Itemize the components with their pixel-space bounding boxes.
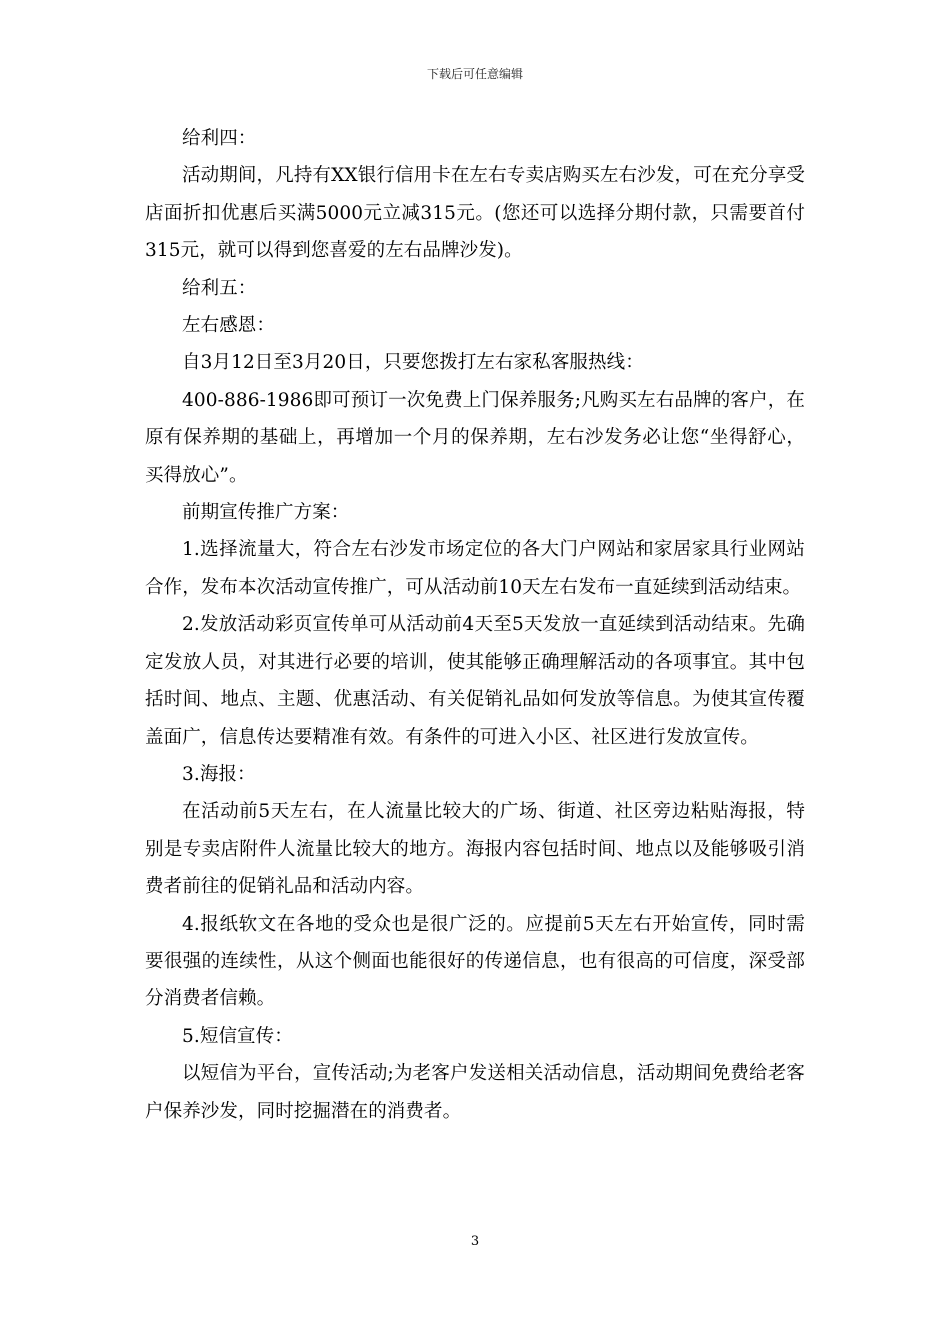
page-header: 下载后可任意编辑 bbox=[426, 67, 523, 81]
page-number: 3 bbox=[470, 1234, 480, 1249]
paragraph: 自3月12日至3月20日，只要您拨打左右家私客服热线： bbox=[182, 352, 644, 374]
paragraph: 左右感恩： bbox=[182, 315, 276, 337]
paragraph: 5.短信宣传： bbox=[182, 1025, 293, 1047]
paragraph: 1.选择流量大，符合左右沙发市场定位的各大门户网站和家居家具行业网站合作，发布本次活动宣传推广，可从活动前10天左右发布一直延续到活动结束。 bbox=[145, 539, 805, 598]
paragraph: 4.报纸软文在各地的受众也是很广泛的。应提前5天左右开始宣传，同时需要很强的连续性，从这个侧面也能很好的传递信息，也有很高的可信度，深受部分消费者信赖。 bbox=[145, 913, 805, 1010]
paragraph: 在活动前5天左右，在人流量比较大的广场、街道、社区旁边粘贴海报，特别是专卖店附件人流量比较大的地方。海报内容包括时间、地点以及能够吸引消费者前往的促销礼品和活动内容。 bbox=[145, 801, 805, 898]
paragraph: 以短信为平台，宣传活动;为老客户发送相关活动信息，活动期间免费给老客户保养沙发，同时挖掘潜在的消费者。 bbox=[145, 1063, 805, 1122]
paragraph: 400-886-1986即可预订一次免费上门保养服务;凡购买左右品牌的客户，在原有保养期的基础上，再增加一个月的保养期，左右沙发务必让您“坐得舒心，买得放心”。 bbox=[145, 389, 805, 486]
paragraph: 3.海报： bbox=[182, 763, 256, 785]
document-body bbox=[145, 120, 805, 1130]
paragraph: 给利五： bbox=[182, 277, 257, 299]
paragraph: 前期宣传推广方案： bbox=[182, 502, 350, 524]
paragraph: 活动期间，凡持有XX银行信用卡在左右专卖店购买左右沙发，可在充分享受店面折扣优惠后买满5000元立减315元。(您还可以选择分期付款，只需要首付315元，就可以得到您喜爱的左右品牌沙发)。 bbox=[145, 165, 805, 262]
paragraph: 2.发放活动彩页宣传单可从活动前4天至5天发放一直延续到活动结束。先确定发放人员，对其进行必要的培训，使其能够正确理解活动的各项事宜。其中包括时间、地点、主题、优惠活动、有关促销礼品如何发放等信息。为使其宣传覆盖面广，信息传达要精准有效。有条件的可进入小区、社区进行发放宣传。 bbox=[145, 614, 805, 748]
paragraph: 给利四： bbox=[182, 128, 257, 149]
